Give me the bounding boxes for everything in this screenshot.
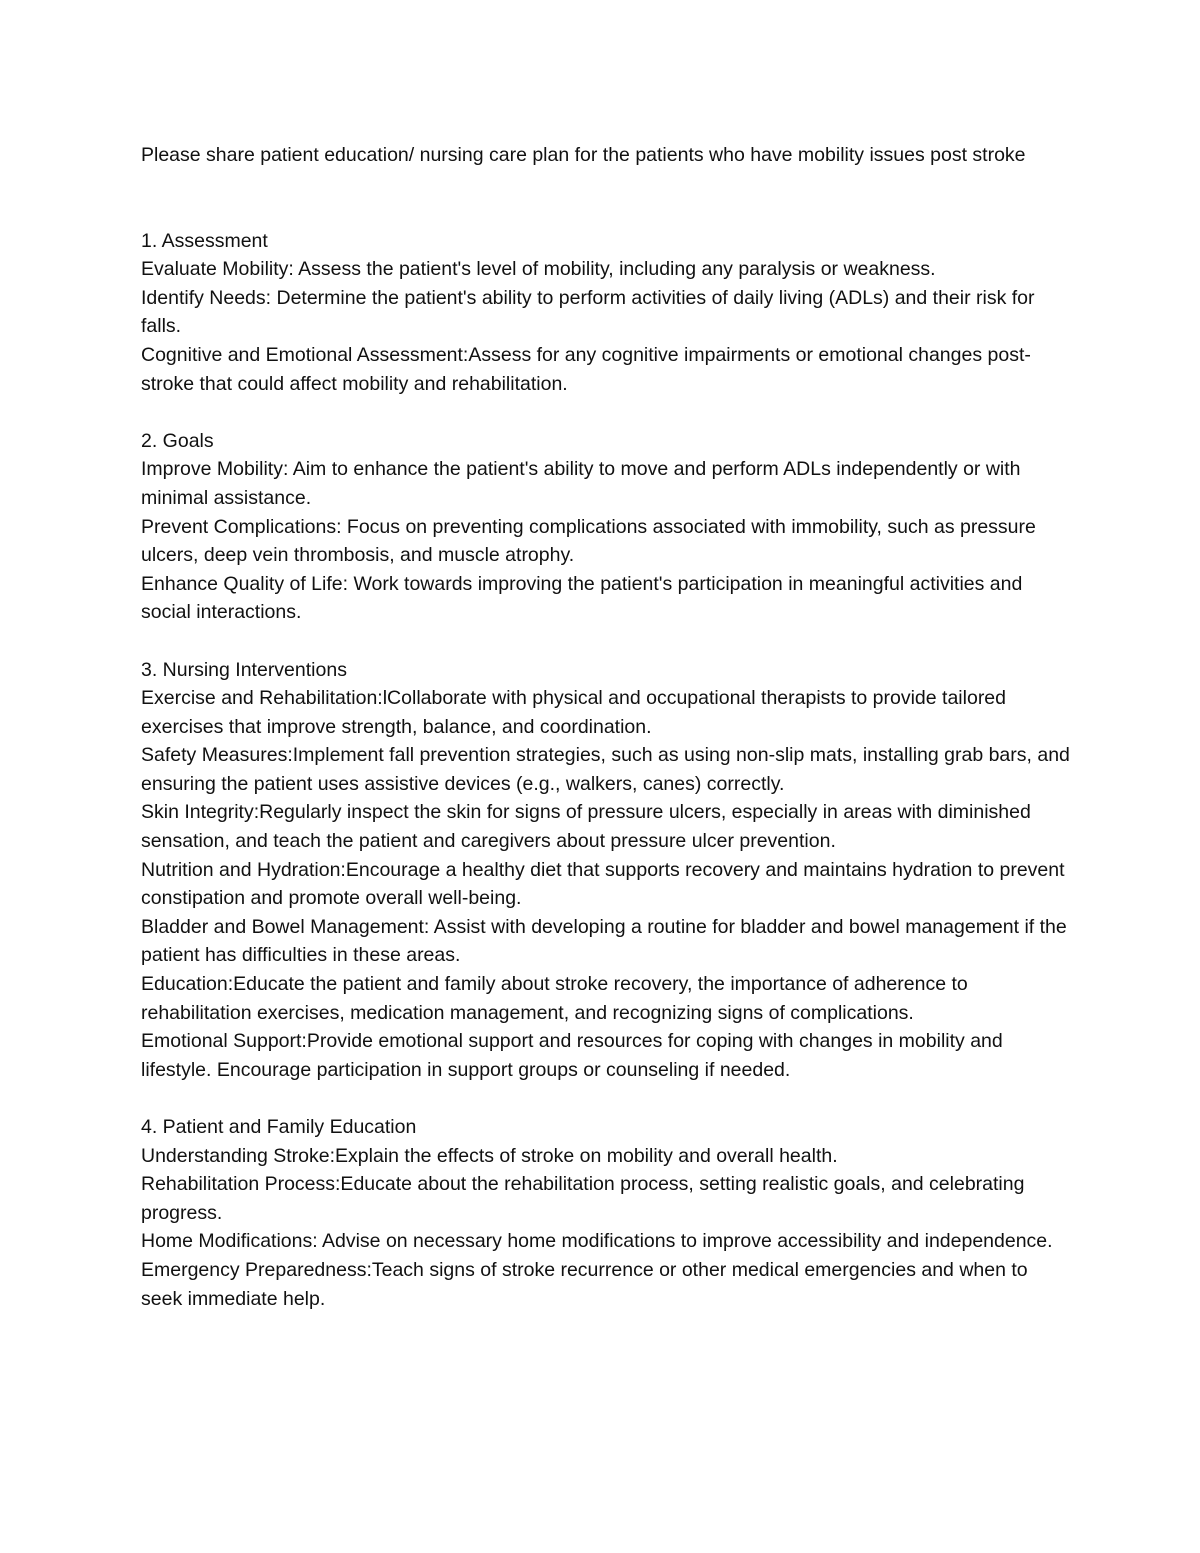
list-item: Safety Measures:Implement fall prevention strategies, such as using non-slip mats, installing grab bars, and ensuring the patient uses assistive devices (e.g., walkers, canes) correctly. — [141, 744, 1070, 795]
list-item: Nutrition and Hydration:Encourage a healthy diet that supports recovery and maintains hydration to prevent constipation and promote overall well-being. — [141, 858, 1065, 910]
document-page — [141, 141, 1071, 1313]
list-item: Exercise and Rehabilitation:lCollaborate with physical and occupational therapists to provide tailored exercises that improve strength, balance, and coordination. — [141, 687, 1006, 738]
list-item: Home Modifications: Advise on necessary home modifications to improve accessibility and independence. — [141, 1230, 1053, 1253]
list-item: Cognitive and Emotional Assessment:Assess for any cognitive impairments or emotional changes post-stroke that could affect mobility and rehabilitation. — [141, 343, 1031, 395]
list-item: Evaluate Mobility: Assess the patient's level of mobility, including any paralysis or weakness. — [141, 258, 936, 281]
section-assessment — [141, 227, 1071, 399]
list-item: Skin Integrity:Regularly inspect the skin for signs of pressure ulcers, especially in areas with diminished sensation, and teach the patient and caregivers about pressure ulcer prevention. — [141, 801, 1031, 853]
list-item: Emotional Support:Provide emotional support and resources for coping with changes in mobility and lifestyle. Encourage participation in support groups or counseling if needed. — [141, 1030, 1003, 1081]
section-heading: 2. Goals — [141, 429, 214, 452]
section-heading: 4. Patient and Family Education — [141, 1116, 417, 1138]
intro-question: Please share patient education/ nursing care plan for the patients who have mobility issues post stroke — [141, 144, 1026, 166]
section-goals — [141, 427, 1071, 627]
list-item: Education:Educate the patient and family about stroke recovery, the importance of adherence to rehabilitation exercises, medication management, and recognizing signs of complications. — [141, 973, 968, 1024]
list-item: Enhance Quality of Life: Work towards improving the patient's participation in meaningful activities and social interactions. — [141, 572, 1023, 624]
section-patient-family-education — [141, 1113, 1071, 1313]
list-item: Prevent Complications: Focus on preventing complications associated with immobility, such as pressure ulcers, deep vein thrombosis, and muscle atrophy. — [141, 515, 1036, 567]
list-item: Rehabilitation Process:Educate about the rehabilitation process, setting realistic goals, and celebrating progress. — [141, 1173, 1025, 1224]
list-item: Understanding Stroke:Explain the effects of stroke on mobility and overall health. — [141, 1144, 838, 1167]
list-item: Emergency Preparedness:Teach signs of stroke recurrence or other medical emergencies and when to seek immediate help. — [141, 1258, 1028, 1310]
section-heading: 3. Nursing Interventions — [141, 658, 347, 681]
list-item: Bladder and Bowel Management: Assist with developing a routine for bladder and bowel management if the patient has difficulties in these areas. — [141, 915, 1067, 967]
section-heading: 1. Assessment — [141, 229, 268, 252]
section-nursing-interventions — [141, 656, 1071, 1085]
list-item: Identify Needs: Determine the patient's ability to perform activities of daily living (ADLs) and their risk for falls. — [141, 286, 1035, 338]
list-item: Improve Mobility: Aim to enhance the patient's ability to move and perform ADLs independently or with minimal assistance. — [141, 458, 1021, 509]
